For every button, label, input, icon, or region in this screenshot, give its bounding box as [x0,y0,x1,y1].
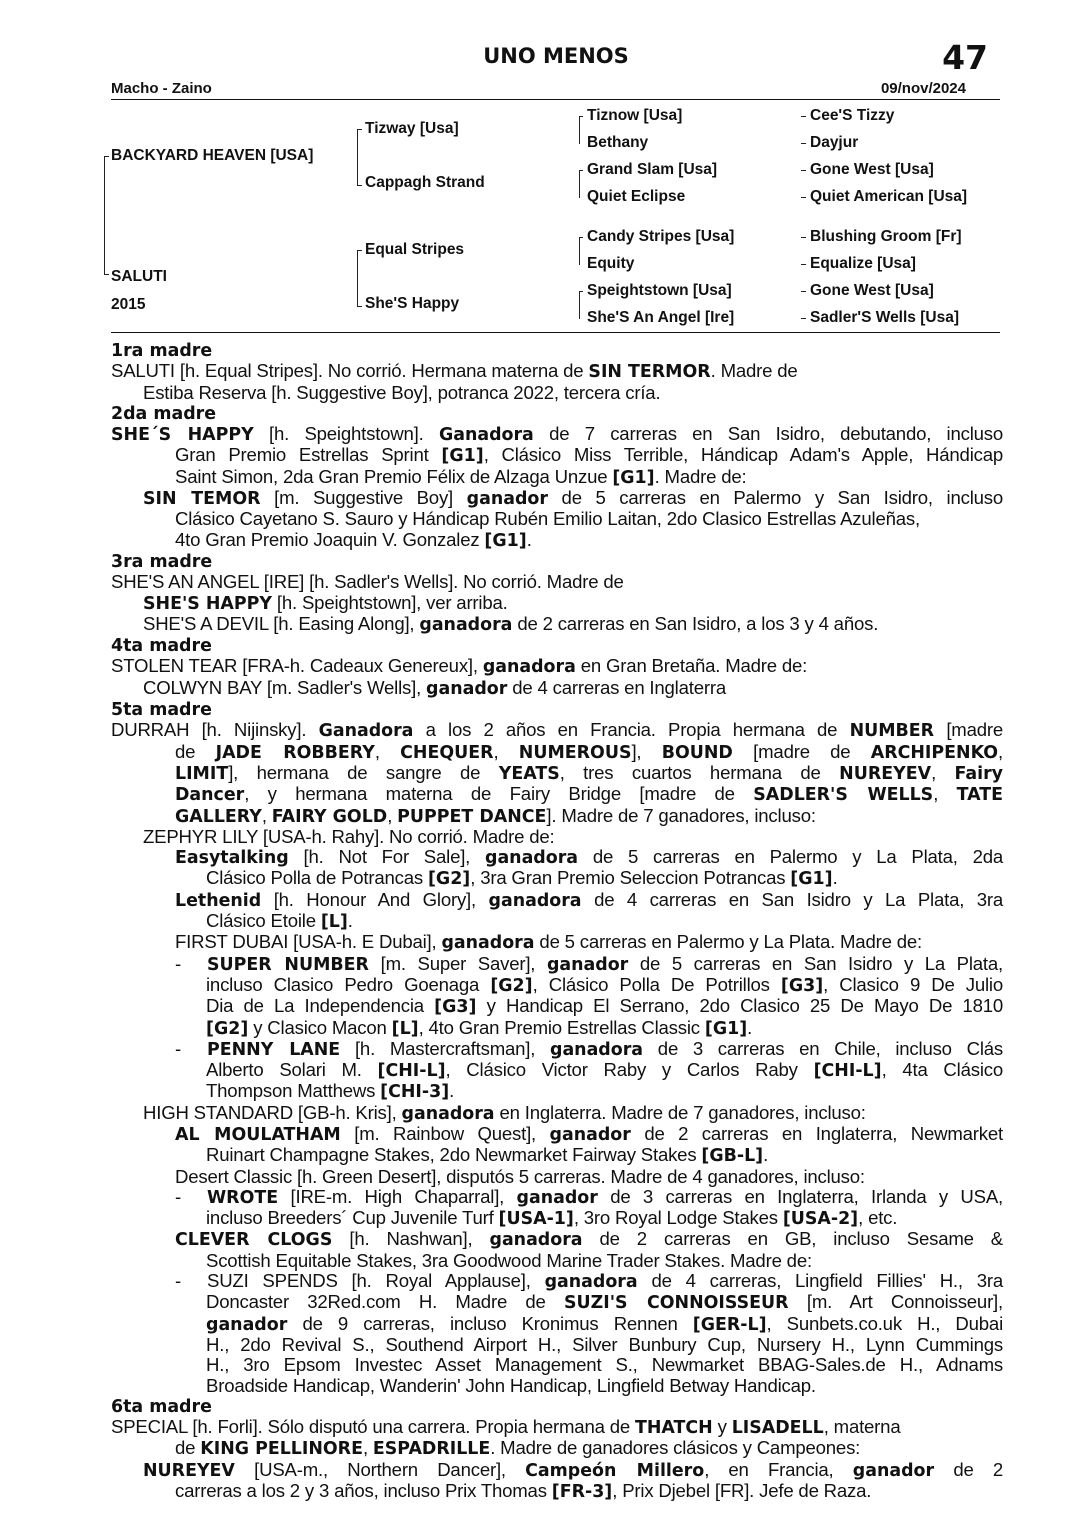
bold-segment: SIN TERMOR [588,362,711,383]
text-segment: , Clásico Polla De Potrillos [532,973,781,995]
pedigree-tick-3a [579,116,583,117]
text-line [111,467,1003,488]
text-line [111,678,1003,699]
text-segment: SHE'S AN ANGEL [IRE] [h. Sadler's Wells]. No corrió. Madre de [111,571,624,593]
text-line [111,742,1003,763]
page-title: UNO MENOS [483,44,629,68]
bold-segment: ganadora [488,890,582,911]
text-segment: Alberto Solari M. [206,1059,378,1081]
bold-segment: WROTE [207,1187,279,1208]
report-date: 09/nov/2024 [880,80,966,97]
text-line [111,1187,1003,1208]
text-segment: , [261,804,272,826]
text-line [111,1335,1003,1355]
text-segment: [IRE-m. High Chaparral], [278,1185,517,1207]
pedigree-bracket-3d [579,291,580,319]
bold-segment: ganadora [550,1039,644,1060]
header-rule-top [111,99,1000,100]
text-segment: , 4to Gran Premio Estrellas Classic [418,1016,705,1038]
pedigree-tick-2c [357,250,362,251]
text-segment: carreras a los 2 y 3 años, incluso Prix Thomas [175,1480,552,1502]
text-segment: , [933,783,957,805]
text-line [111,1124,1003,1145]
pedigree-bracket-3c [579,237,580,265]
text-segment: , tres cuartos hermana de [559,761,840,783]
bold-segment: LIMIT [175,763,229,784]
text-segment: , [387,804,398,826]
bold-segment: ganador [206,1314,288,1335]
text-segment: Gran Premio Estrellas Sprint [175,444,442,466]
text-segment: de 5 carreras en Palermo y La Plata, 2da [578,846,1003,868]
text-segment: 4to Gran Premio Joaquin V. Gonzalez [175,528,485,550]
text-line [111,890,1003,911]
text-segment: Desert Classic [h. Green Desert], disputós 5 carreras. Madre de 4 ganadores, incluso: [175,1165,865,1187]
bold-segment: Fairy [954,763,1003,784]
bold-segment: Campeón Millero [525,1460,705,1481]
bold-segment: NUREYEV [839,763,932,784]
text-segment: ], hermana de sangre de [228,761,499,783]
bold-segment: ganadora [482,657,576,678]
bold-segment: ganadora [544,1272,638,1293]
pedigree-gen4-5: Blushing Groom [Fr] [810,228,962,245]
pedigree-tick-1a [104,156,109,157]
text-segment: HIGH STANDARD [GB-h. Kris], [143,1101,402,1123]
text-segment: ]. Madre de 7 ganadores, incluso: [546,804,816,826]
text-line [111,1271,1003,1292]
text-segment: DURRAH [h. Nijinsky]. [111,719,319,741]
text-segment: Saint Simon, 2da Gran Premio Félix de Alzaga Unzue [175,465,613,487]
text-segment: . [347,910,353,932]
pedigree-tick-1b [104,274,109,275]
text-segment: . [526,528,532,550]
section-heading [111,1396,1003,1417]
text-segment: de 4 carreras en Inglaterra [507,676,726,698]
text-segment: de 4 carreras en San Isidro y La Plata, 3ra [581,888,1003,910]
text-segment: y Handicap El Serrano, 2do Clasico 25 De Mayo De 1810 [476,995,1003,1017]
text-segment: Clásico Cayetano S. Sauro y Hándicap Rubén Emilio Laitan, 2do Clasico Estrellas Azuleñas, [175,508,920,530]
text-segment: FIRST DUBAI [USA-h. E Dubai], [175,931,442,953]
pedigree-dash [801,116,806,117]
bullet-dash: - [175,1185,181,1207]
text-segment: [h. Not For Sale], [288,846,485,868]
text-line [111,383,1003,403]
pedigree-gen4-4: Quiet American [Usa] [810,188,968,205]
text-line [111,424,1003,445]
text-line [111,763,1003,784]
text-segment: , Clasico 9 De Julio [823,973,1003,995]
bold-segment: ARCHIPENKO [870,742,999,763]
bold-segment: NUMEROUS [518,742,632,763]
text-segment: [madre de [732,740,871,762]
text-segment: en Gran Bretaña. Madre de: [575,655,808,677]
pedigree-dash [801,291,806,292]
bullet-dash: - [175,952,181,974]
text-line [111,1481,1003,1502]
text-segment: de [175,740,216,762]
text-line [111,593,1003,614]
text-segment: ZEPHYR LILY [USA-h. Rahy]. No corrió. Madre de: [143,825,555,847]
text-line [111,509,1003,529]
bold-segment: [G1] [612,467,655,488]
bold-segment: 5ta madre [111,700,212,721]
text-line [111,1376,1003,1396]
pedigree-gen2-1: Tizway [Usa] [365,120,459,137]
bold-segment: CHEQUER [400,742,494,763]
bullet-dash: - [175,1270,181,1292]
bold-segment: [G2] [206,1018,249,1039]
pedigree-dash [801,237,806,238]
text-segment: Clásico Etoile [206,910,321,932]
pedigree-dash [801,170,806,171]
bold-segment: ganadora [419,614,513,635]
bold-segment: ganadora [401,1103,495,1124]
text-segment: de 3 carreras en Inglaterra, Irlanda y USA, [597,1185,1003,1207]
text-segment: [h. Honour And Glory], [261,888,489,910]
bold-segment: TATE [956,785,1003,806]
text-segment: , [493,740,519,762]
pedigree-sire: BACKYARD HEAVEN [USA] [111,147,314,164]
bold-segment: Ganadora [438,425,534,446]
text-line [111,530,1003,551]
text-line [111,1229,1003,1250]
pedigree-gen3-6: Equity [587,255,635,272]
text-segment: de 2 [934,1458,1003,1480]
text-segment: [m. Super Saver], [368,952,547,974]
text-segment: [m. Suggestive Boy] [260,487,467,509]
bold-segment: AL MOULATHAM [175,1124,341,1145]
text-line [111,1167,1003,1187]
text-line [111,1460,1003,1481]
bold-segment: [USA-2] [782,1209,859,1230]
text-segment: , Clásico Miss Terrible, Hándicap Adam's Apple, Hándicap [483,444,1004,466]
bold-segment: Ganadora [318,721,414,742]
text-segment: , 3ra Gran Premio Seleccion Potrancas [470,867,791,889]
text-line [111,445,1003,466]
text-segment: Doncaster 32Red.com H. Madre de [206,1291,564,1313]
bold-segment: [CHI-L] [813,1061,882,1082]
text-segment: de 3 carreras en Chile, incluso Clás [643,1037,1004,1059]
bold-segment: ganadora [485,848,579,869]
text-segment: , y hermana materna de Fairy Bridge [madre de [244,783,754,805]
bold-segment: JADE ROBBERY [215,742,375,763]
text-segment: ], [631,740,662,762]
text-line [111,1438,1003,1459]
bullet-dash: - [175,1037,181,1059]
text-segment: COLWYN BAY [m. Sadler's Wells], [143,676,427,698]
text-segment: de 5 carreras en Palermo y La Plata. Madre de: [534,931,922,953]
text-segment: [m. Art Connoisseur], [788,1291,1003,1313]
bold-segment: [CHI-3] [380,1082,450,1103]
text-segment: SUZI SPENDS [h. Royal Applause], [207,1270,545,1292]
text-segment: [h. Speightstown], ver arriba. [271,591,508,613]
bold-segment: [L] [391,1018,419,1039]
pedigree-tick-3d [579,291,583,292]
text-segment: [h. Speightstown]. [253,423,439,445]
pedigree-gen3-3: Grand Slam [Usa] [587,161,718,178]
text-line [111,827,1003,847]
bold-segment: [G3] [780,975,824,996]
text-segment: , Prix Djebel [FR]. Jefe de Raza. [612,1480,872,1502]
pedigree-gen4-3: Gone West [Usa] [810,161,934,178]
pedigree-gen3-8: She'S An Angel [Ire] [587,309,735,326]
text-segment: [h. Nashwan], [332,1228,490,1250]
bold-segment: [G2] [490,975,533,996]
pedigree-dash [801,143,806,144]
bold-segment: ganador [516,1187,598,1208]
bold-segment: SIN TEMOR [143,489,261,510]
text-segment: . Madre de ganadores clásicos y Campeones: [490,1437,861,1459]
text-segment: SPECIAL [h. Forli]. Sólo disputó una carrera. Propia hermana de [111,1416,635,1438]
section-heading [111,699,1003,720]
bold-segment: PUPPET DANCE [397,806,547,827]
text-segment: Estiba Reserva [h. Suggestive Boy], potranca 2022, tercera cría. [143,381,661,403]
text-line [111,1314,1003,1335]
pedigree-gen4-2: Dayjur [810,134,859,151]
text-segment: [USA-m., Northern Dancer], [234,1458,526,1480]
bold-segment: ganador [546,954,629,975]
bold-segment: [USA-1] [498,1209,574,1230]
text-line [111,614,1003,635]
text-segment: , 4ta Clásico [881,1059,1003,1081]
text-segment: de [175,1437,201,1459]
pedigree-year: 2015 [111,296,146,313]
text-line [111,954,1003,975]
text-segment: de 4 carreras, Lingfield Fillies' H., 3ra [637,1270,1003,1292]
text-segment: , Sunbets.co.uk H., Dubai [766,1312,1003,1334]
text-line [111,1145,1003,1166]
text-segment: [h. Mastercraftsman], [340,1037,550,1059]
header-rule-bottom [111,332,1000,333]
bold-segment: [G1] [441,446,484,467]
text-segment: incluso Breeders´ Cup Juvenile Turf [206,1207,499,1229]
bold-segment: ESPADRILLE [372,1439,491,1460]
pedigree-bracket-3a [579,116,580,144]
sex-coat: Macho - Zaino [111,80,212,97]
text-line [111,847,1003,868]
bold-segment: [G3] [434,997,477,1018]
text-line [111,1081,1003,1102]
pedigree-gen3-5: Candy Stripes [Usa] [587,228,735,245]
text-segment: incluso Clasico Pedro Goenaga [206,973,491,995]
text-line [111,572,1003,592]
bold-segment: NUREYEV [143,1460,235,1481]
text-segment: . Madre de: [654,465,747,487]
text-segment: de 2 carreras en San Isidro, a los 3 y 4 años. [512,612,879,634]
bold-segment: ganadora [441,933,535,954]
text-segment: . [832,867,838,889]
text-segment: [madre [934,719,1003,741]
section-heading [111,635,1003,656]
text-line [111,975,1003,996]
bold-segment: THATCH [634,1418,713,1439]
text-segment: STOLEN TEAR [FRA-h. Cadeaux Genereux], [111,655,483,677]
text-segment: . [763,1144,769,1166]
text-segment: , en Francia, [704,1458,853,1480]
text-segment: . [747,1016,753,1038]
text-line [111,784,1003,805]
pedigree-tick-3c [579,237,583,238]
pedigree-gen2-2: Cappagh Strand [365,174,485,191]
pedigree-dash [801,197,806,198]
bold-segment: KING PELLINORE [200,1439,363,1460]
pedigree-dash [801,318,806,319]
bold-segment: CLEVER CLOGS [175,1230,333,1251]
bold-segment: ganador [426,678,508,699]
text-segment: , etc. [858,1207,898,1229]
bold-segment: [G1] [484,530,527,551]
text-segment: Ruinart Champagne Stakes, 2do Newmarket Fairway Stakes [206,1144,702,1166]
text-segment: SHE'S A DEVIL [h. Easing Along], [143,612,420,634]
bold-segment: [G1] [704,1018,748,1039]
pedigree-bracket-2a [357,129,358,185]
text-segment: en Inglaterra. Madre de 7 ganadores, incluso: [494,1101,866,1123]
pedigree-gen2-3: Equal Stripes [365,241,465,258]
text-segment: Clásico Polla de Potrancas [206,867,428,889]
text-line [111,806,1003,827]
bold-segment: LISADELL [731,1418,824,1439]
bold-segment: Easytalking [175,848,289,869]
text-line [111,1251,1003,1271]
text-segment: de 2 carreras en GB, incluso Sesame & [582,1228,1003,1250]
text-segment: de 5 carreras en San Isidro y La Plata, [628,952,1003,974]
text-segment: , [931,761,955,783]
bold-segment: [G1] [790,869,833,890]
pedigree-tick-2a [357,129,362,130]
bold-segment: ganadora [489,1230,583,1251]
text-line [111,656,1003,677]
section-heading [111,340,1003,361]
pedigree-gen4-8: Sadler'S Wells [Usa] [810,309,959,326]
text-line [111,1103,1003,1124]
text-line [111,996,1003,1017]
text-line [111,1417,1003,1438]
text-segment: , 3ro Royal Lodge Stakes [573,1207,783,1229]
text-line [111,868,1003,889]
dam-line-text [111,340,1003,1502]
bold-segment: 1ra madre [111,341,213,361]
text-segment: , [998,740,1004,762]
bold-segment: 2da madre [111,403,217,424]
text-segment: , [374,740,401,762]
text-line [111,932,1003,953]
pedigree-tick-3b [579,170,583,171]
bold-segment: SUPER NUMBER [207,954,369,975]
text-segment: y Clasico Macon [248,1016,392,1038]
pedigree-tick-2b [357,185,362,186]
text-segment: , [362,1437,373,1459]
text-line [111,1355,1003,1375]
text-segment: SALUTI [h. Equal Stripes]. No corrió. Hermana materna de [111,360,589,382]
text-segment: de 5 carreras en Palermo y San Isidro, incluso [547,487,1003,509]
text-segment: a los 2 años en Francia. Propia hermana de [413,719,850,741]
bold-segment: [FR-3] [551,1482,613,1503]
text-segment: de 7 carreras en San Isidro, debutando, incluso [533,423,1004,445]
pedigree-gen4-1: Cee'S Tizzy [810,107,895,124]
pedigree-dash [801,264,806,265]
pedigree-gen3-7: Speightstown [Usa] [587,282,732,299]
pedigree-gen4-6: Equalize [Usa] [810,255,916,272]
text-segment: . Madre de [710,360,798,382]
bold-segment: ganador [549,1124,631,1145]
bold-segment: PENNY LANE [207,1039,341,1060]
text-segment: [m. Rainbow Quest], [340,1122,550,1144]
text-line [111,488,1003,509]
bold-segment: 4ta madre [111,636,212,657]
text-line [111,1208,1003,1229]
bold-segment: 6ta madre [111,1396,212,1417]
bold-segment: Lethenid [175,890,262,911]
pedigree-bracket-1 [104,156,105,274]
section-heading [111,403,1003,424]
text-segment: , materna [823,1416,901,1438]
bold-segment: NUMBER [849,721,935,742]
bold-segment: Dancer [175,785,245,806]
text-segment: Dia de La Independencia [206,995,435,1017]
text-segment: , Clásico Victor Raby y Carlos Raby [445,1059,814,1081]
text-segment: de 9 carreras, incluso Kronimus Rennen [287,1312,693,1334]
text-line [111,1060,1003,1081]
bold-segment: BOUND [661,742,733,763]
pedigree-gen3-4: Quiet Eclipse [587,188,686,205]
bold-segment: ganador [852,1460,935,1481]
text-segment: . [449,1080,455,1102]
pedigree-gen3-2: Bethany [587,134,649,151]
text-segment: H., 3ro Epsom Investec Asset Management S., Newmarket BBAG-Sales.de H., Adnams [206,1354,1003,1376]
text-line [111,1018,1003,1039]
pedigree-gen3-1: Tiznow [Usa] [587,107,683,124]
bold-segment: GALLERY [175,806,262,827]
text-segment: de 2 carreras en Inglaterra, Newmarket [630,1122,1003,1144]
pedigree-bracket-3b [579,170,580,198]
bold-segment: [L] [320,912,348,933]
bold-segment: SADLER'S WELLS [753,785,934,806]
text-segment: Thompson Matthews [206,1080,381,1102]
pedigree-gen2-4: She'S Happy [365,295,460,312]
bold-segment: SHE'S HAPPY [143,593,272,614]
text-line [111,361,1003,382]
section-heading [111,551,1003,572]
bold-segment: [G2] [427,869,471,890]
text-segment: Scottish Equitable Stakes, 3ra Goodwood Marine Trader Stakes. Madre de: [206,1249,812,1271]
text-segment: y [712,1416,732,1438]
bold-segment: ganador [466,489,548,510]
bold-segment: [GER-L] [692,1314,767,1335]
pedigree-tick-2d [357,306,362,307]
text-segment: H., 2do Revival S., Southend Airport H., Silver Bunbury Cup, Nursery H., Lynn Cummings [206,1333,1003,1355]
bold-segment: SHE´S HAPPY [111,425,254,446]
bold-segment: [CHI-L] [377,1061,446,1082]
bold-segment: 3ra madre [111,551,213,572]
text-line [111,1039,1003,1060]
text-segment: Broadside Handicap, Wanderin' John Handicap, Lingfield Betway Handicap. [206,1374,816,1396]
bold-segment: YEATS [498,763,560,784]
text-line [111,720,1003,741]
bold-segment: FAIRY GOLD [271,806,388,827]
pedigree-dam: SALUTI [111,268,167,285]
text-line [111,911,1003,932]
text-line [111,1292,1003,1313]
bold-segment: [GB-L] [701,1146,764,1167]
page-number: 47 [942,38,988,77]
bold-segment: SUZI'S CONNOISSEUR [564,1293,789,1314]
pedigree-gen4-7: Gone West [Usa] [810,282,934,299]
pedigree-bracket-2b [357,250,358,306]
